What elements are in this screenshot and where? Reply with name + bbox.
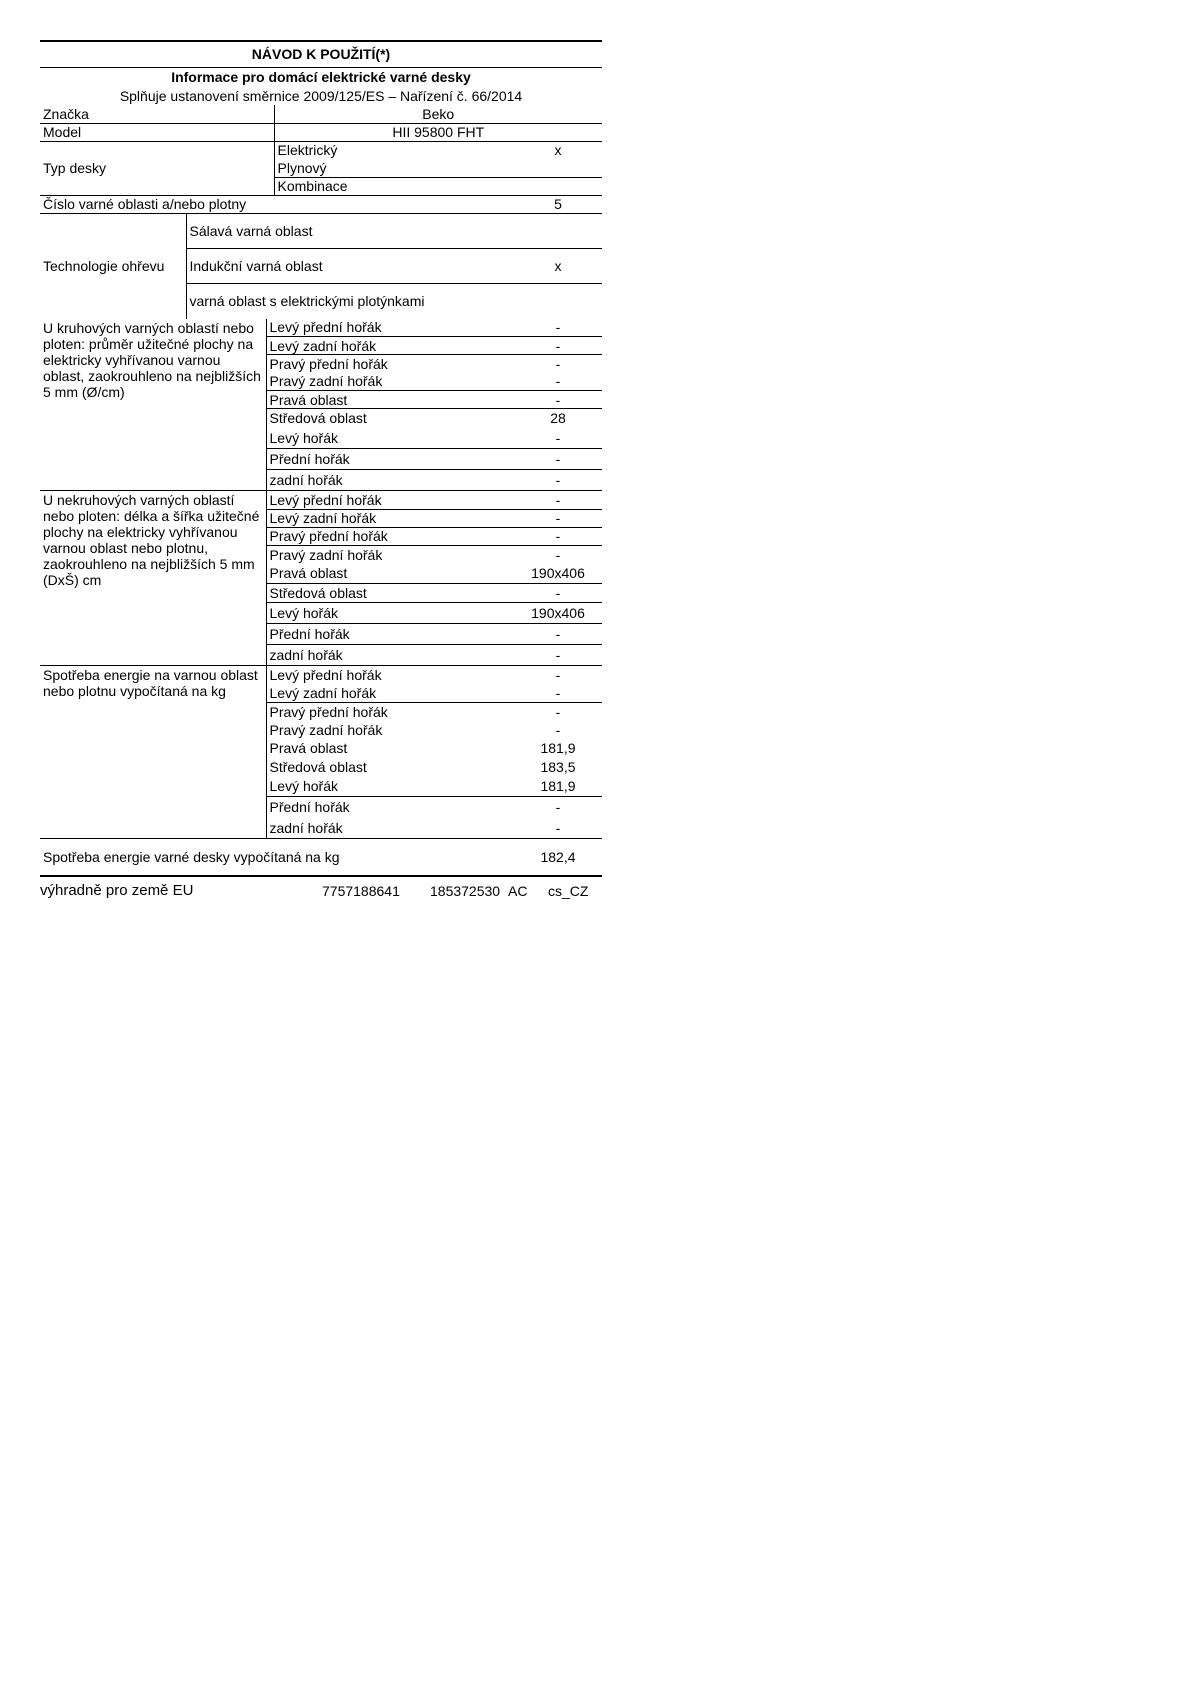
zone-name: Pravý přední hořák (266, 703, 514, 721)
heating-tech-mark (514, 214, 602, 249)
zone-name: Levý zadní hořák (266, 685, 514, 703)
zone-name: Pravý přední hořák (266, 527, 514, 545)
zone-value: - (555, 799, 561, 816)
footer-code-1: 7757188641 (322, 882, 400, 899)
table-row (40, 666, 602, 685)
zone-value: - (555, 546, 561, 563)
hob-type-label: Typ desky (40, 141, 274, 195)
noncircular-zones-table (40, 491, 602, 666)
model-value: HII 95800 FHT (274, 123, 602, 141)
zone-name: Pravý zadní hořák (266, 545, 514, 564)
heating-tech-mark: x (514, 249, 602, 284)
zone-name: Přední hořák (266, 623, 514, 644)
zone-value: 183,5 (540, 759, 576, 775)
zone-name: zadní hořák (266, 644, 514, 665)
zone-value: - (514, 527, 602, 545)
heating-tech-option: varná oblast s elektrickými plotýnkami (186, 284, 514, 319)
zone-name: Levý přední hořák (266, 491, 514, 509)
document-footer (40, 876, 602, 905)
brand-value: Beko (274, 105, 602, 123)
zone-value: - (555, 721, 561, 738)
footer-code-2: 185372530 (430, 882, 501, 899)
table-row (40, 491, 602, 509)
zone-count-value: 5 (514, 195, 602, 213)
hob-type-option: Elektrický (274, 141, 514, 159)
hob-type-row (40, 141, 602, 159)
zone-name: Levý přední hořák (266, 666, 514, 685)
footer-locale: cs_CZ (548, 882, 589, 899)
document-title: NÁVOD K POUŽITÍ(*) (40, 42, 602, 68)
zone-name: Přední hořák (266, 449, 514, 470)
zone-name: Levý hořák (266, 428, 514, 449)
noncircular-zones-label: U nekruhových varných oblastí nebo ploten: délka a šířka užitečné plochy na elektricky vyhřívanou varnou oblast nebo plotnu, zaokrouhleno na nejbližších 5 mm (DxŠ) cm (40, 491, 266, 665)
zone-name: Pravý přední hořák (266, 355, 514, 373)
zone-name: Levý přední hořák (266, 319, 514, 337)
heating-tech-label: Technologie ohřevu (43, 258, 165, 274)
zone-name: Levý zadní hořák (266, 509, 514, 527)
heating-tech-mark (514, 284, 602, 319)
zone-name: Pravá oblast (266, 564, 514, 583)
compliance-note: Splňuje ustanovení směrnice 2009/125/ES – Nařízení č. 66/2014 (119, 88, 523, 104)
zone-name: Pravý zadní hořák (266, 373, 514, 391)
zone-value: - (514, 644, 602, 665)
energy-total-value: 182,4 (514, 839, 602, 875)
zone-count-label: Číslo varné oblasti a/nebo plotny (40, 195, 514, 213)
hob-type-mark: x (554, 142, 562, 159)
zone-value: - (514, 685, 602, 703)
zone-value: 181,9 (514, 777, 602, 797)
zone-value: - (514, 373, 602, 391)
energy-total-table (40, 839, 602, 876)
circular-zones-label: U kruhových varných oblastí nebo ploten: průměr užitečné plochy na elektricky vyhřívanou varnou oblast, zaokrouhleno na nejbližších 5 mm (Ø/cm) (40, 319, 266, 491)
zone-value: 190x406 (514, 602, 602, 623)
zone-name: Středová oblast (266, 758, 514, 777)
heating-tech-row (40, 214, 602, 249)
zone-value: - (555, 703, 561, 720)
heating-tech-option: Indukční varná oblast (186, 249, 514, 284)
energy-per-zone-table (40, 666, 602, 840)
model-row (40, 123, 602, 141)
zone-name: zadní hořák (266, 470, 514, 491)
zone-value: - (514, 428, 602, 449)
brand-label: Značka (40, 105, 274, 123)
hob-type-mark (514, 159, 602, 177)
zone-value: - (555, 355, 561, 372)
zone-value: - (514, 449, 602, 470)
zone-name: Levý hořák (266, 777, 514, 797)
zone-value: - (514, 509, 602, 527)
zone-value: - (555, 667, 561, 683)
model-label: Model (40, 123, 274, 141)
zone-name: Pravá oblast (266, 739, 514, 758)
zone-value: - (514, 623, 602, 644)
zone-value: 181,9 (540, 740, 576, 756)
zone-value: - (514, 818, 602, 839)
zone-count-row (40, 195, 602, 213)
zone-name: zadní hořák (266, 818, 514, 839)
circular-zones-table (40, 319, 602, 492)
general-info-table (40, 105, 602, 214)
zone-name: Středová oblast (266, 583, 514, 602)
hob-type-option: Plynový (274, 159, 514, 177)
energy-total-label: Spotřeba energie varné desky vypočítaná na kg (40, 839, 514, 875)
energy-per-zone-label: Spotřeba energie na varnou oblast nebo plotnu vypočítaná na kg (40, 666, 266, 839)
zone-value: 190x406 (514, 564, 602, 583)
zone-value: - (514, 583, 602, 602)
hob-type-option: Kombinace (274, 177, 514, 195)
energy-total-row (40, 839, 602, 875)
heating-tech-option: Sálavá varná oblast (186, 214, 514, 249)
table-row (40, 319, 602, 337)
document-subtitle: Informace pro domácí elektrické varné desky (171, 69, 471, 85)
zone-value: - (514, 491, 602, 509)
heating-technology-table (40, 214, 602, 319)
zone-value: - (514, 391, 602, 409)
zone-value: - (514, 470, 602, 491)
energy-info-sheet (40, 40, 602, 905)
brand-row (40, 105, 602, 123)
footer-region: výhradně pro země EU (40, 881, 194, 899)
zone-value: - (514, 319, 602, 337)
zone-name: Pravá oblast (266, 391, 514, 409)
hob-type-mark (514, 177, 602, 195)
zone-name: Pravý zadní hořák (266, 721, 514, 739)
zone-value: 28 (550, 410, 566, 427)
footer-revision: AC (508, 882, 528, 899)
zone-name: Středová oblast (266, 409, 514, 428)
zone-name: Levý hořák (266, 602, 514, 623)
zone-name: Levý zadní hořák (266, 337, 514, 355)
zone-value: - (514, 337, 602, 355)
zone-name: Přední hořák (266, 797, 514, 818)
